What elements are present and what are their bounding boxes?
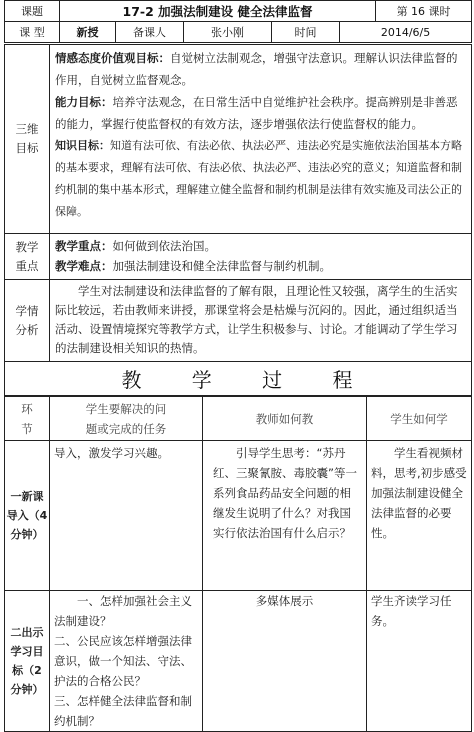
teaching-focus	[55, 236, 467, 256]
key-points-label-text: 教学 重点	[15, 239, 39, 273]
analysis-text: 学生对法制建设和法律监督的了解有限，且理论性又较强，离学生的生活实际比较远，若由教师来讲授，那课堂将会是枯燥与沉闷的。因此，通过组织适当活动、设置情境探究等教学方式，让学生积极参与、讨论。才能调动了学生学习的法制建设相关知识的热情。	[50, 280, 472, 362]
attitude-objective	[55, 47, 467, 91]
ability-text: 培养守法观念，在日常生活中自觉维护社会秩序。提高辨别是非善恶的能力，掌握行使监督权的有效方法，逐步增强依法行使监督权的能力。	[55, 95, 458, 131]
knowledge-objective	[55, 135, 467, 223]
col-head-student	[367, 397, 472, 441]
key-points-label	[5, 234, 50, 280]
teacher-1: 引导学生思考：“苏丹红、三聚氰胺、毒胶囊”等一系列食品药品安全问题的相继发生说明了什么？对我国实行依法治国有什么启示？	[203, 441, 367, 591]
type-value: 新授	[60, 22, 116, 43]
objectives-content	[50, 45, 472, 234]
col-head-step	[5, 397, 50, 441]
step-1-label: 一新课 导入（4 分钟）	[6, 490, 48, 541]
type-label: 课 型	[5, 22, 60, 43]
step-cell	[5, 441, 50, 591]
teacher-2: 多媒体展示	[203, 591, 367, 732]
teaching-difficulty	[55, 256, 467, 276]
process-title: 教 学 过 程	[5, 362, 472, 396]
focus-text: 如何做到依法治国。	[112, 239, 216, 253]
topic-label: 课题	[5, 1, 60, 22]
col-head-teacher-text: 教师如何教	[255, 411, 314, 426]
col-head-teacher	[203, 397, 367, 441]
plan-info-table	[4, 44, 472, 396]
ability-objective	[55, 91, 467, 135]
table-row	[5, 591, 472, 732]
header-table	[4, 0, 472, 43]
difficulty-text: 加强法制建设和健全法律监督与制约机制。	[112, 259, 331, 273]
teacher-name: 张小刚	[184, 22, 272, 43]
task-1: 导入，激发学习兴趣。	[50, 441, 203, 591]
table-row	[5, 441, 472, 591]
analysis-label-text: 学情 分析	[15, 303, 39, 337]
objectives-label	[5, 45, 50, 234]
col-head-task	[50, 397, 203, 441]
student-1: 学生看视频材料，思考,初步感受加强法制建设健全法律监督的必要性。	[367, 441, 472, 591]
knowledge-text: 知道有法可依、有法必依、执法必严、违法必究是实施依法治国基本方略的基本要求，理解有法可依、有法必依、执法必严、违法必究的意义；知道监督和制约机制的集中基本形式，理解建立健全监督和制约机制是法律有效实施及司法公正的保障。	[55, 139, 462, 218]
teacher-label: 备课人	[116, 22, 184, 43]
process-table	[4, 396, 472, 732]
analysis-label	[5, 280, 50, 362]
attitude-text: 自觉树立法制观念，增强守法意识。理解认识法律监督的作用，自觉树立监督观念。	[55, 51, 458, 87]
col-head-step-text: 环 节	[21, 401, 33, 436]
objectives-label-text: 三维 目标	[15, 122, 39, 155]
difficulty-heading: 教学难点：	[55, 259, 113, 273]
date-value: 2014/6/5	[340, 22, 472, 43]
attitude-heading: 情感态度价值观目标：	[55, 51, 170, 65]
knowledge-heading: 知识目标：	[55, 139, 110, 152]
time-label: 时间	[272, 22, 340, 43]
key-points-content	[50, 234, 472, 280]
focus-heading: 教学重点：	[55, 239, 113, 253]
col-head-task-text: 学生要解决的问 题或完成的任务	[85, 401, 167, 436]
lesson-title: 17-2 加强法制建设 健全法律监督	[60, 1, 376, 22]
period-value: 第 16 课时	[376, 1, 472, 22]
task-2: 一、怎样加强社会主义法制建设？ 二、公民应该怎样增强法律意识，做一个知法、守法、护法的合格公民？ 三、怎样健全法律监督和制约机制？	[50, 591, 203, 732]
col-head-student-text: 学生如何学	[390, 411, 448, 426]
step-2-label: 二出示 学习目 标（2 分钟）	[10, 626, 44, 696]
ability-heading: 能力目标：	[55, 95, 113, 109]
student-2: 学生齐读学习任务。	[367, 591, 472, 732]
step-cell	[5, 591, 50, 732]
